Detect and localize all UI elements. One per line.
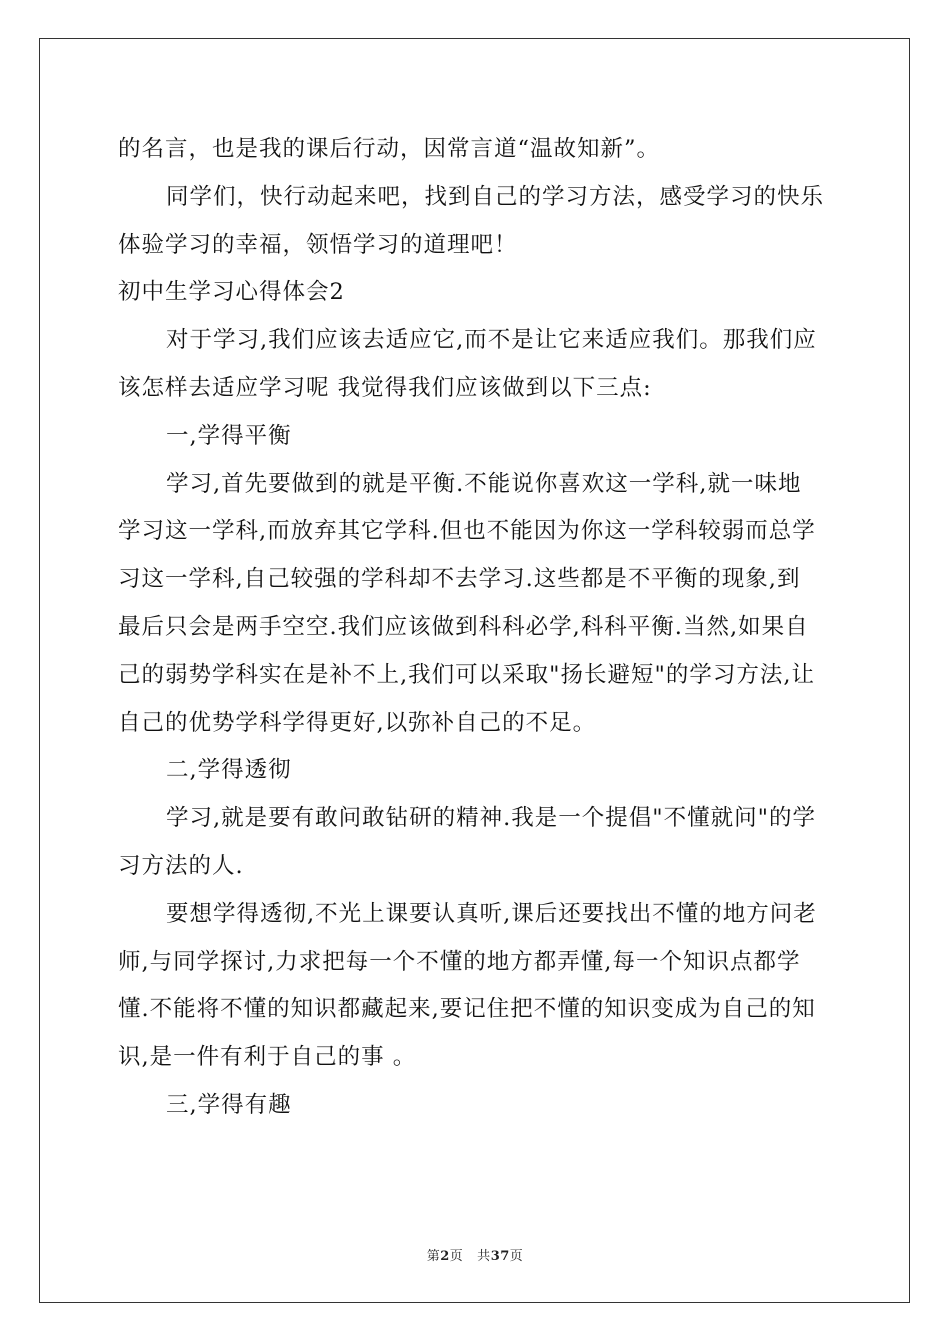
page-footer: [0, 1245, 950, 1264]
total-suffix: 页: [509, 1249, 524, 1264]
page-suffix: 页: [449, 1249, 464, 1264]
text-line-6: 该怎样去适应学习呢 我觉得我们应该做到以下三点:: [118, 374, 652, 401]
text-line-10: 习这一学科,自己较强的学科却不去学习.这些都是不平衡的现象,到: [118, 566, 801, 593]
text-line-3: 体验学习的幸福，领悟学习的道理吧！: [118, 231, 518, 258]
document-body: [118, 126, 834, 1130]
total-prefix: 共: [477, 1249, 491, 1264]
section-title: 初中生学习心得体会2: [118, 279, 345, 306]
total-pages: 37: [490, 1249, 510, 1264]
text-line-8: 学习,首先要做到的就是平衡.不能说你喜欢这一学科,就一味地: [166, 470, 802, 497]
text-line-5: 对于学习,我们应该去适应它,而不是让它来适应我们。那我们应: [166, 327, 817, 354]
text-line-11: 最后只会是两手空空.我们应该做到科科必学,科科平衡.当然,如果自: [118, 613, 809, 640]
text-line-19: 懂.不能将不懂的知识都藏起来,要记住把不懂的知识变成为自己的知: [118, 996, 816, 1023]
text-line-17: 要想学得透彻,不光上课要认真听,课后还要找出不懂的地方问老: [166, 900, 817, 927]
text-line-2: 同学们，快行动起来吧，找到自己的学习方法，感受学习的快乐: [166, 183, 825, 210]
text-line-9: 学习这一学科,而放弃其它学科.但也不能因为你这一学科较弱而总学: [118, 518, 816, 545]
text-line-20: 识,是一件有利于自己的事 。: [118, 1044, 417, 1071]
page-number: 2: [440, 1249, 450, 1264]
subheading-2: 二,学得透彻: [166, 757, 292, 784]
text-line-13: 自己的优势学科学得更好,以弥补自己的不足。: [118, 709, 597, 736]
text-line-12: 己的弱势学科实在是补不上,我们可以采取"扬长避短"的学习方法,让: [118, 661, 816, 688]
text-line-18: 师,与同学探讨,力求把每一个不懂的地方都弄懂,每一个知识点都学: [118, 948, 801, 975]
subheading-3: 三,学得有趣: [166, 1091, 292, 1118]
page-prefix: 第: [426, 1249, 441, 1264]
text-line-16: 习方法的人.: [118, 852, 244, 879]
text-line-1: 的名言，也是我的课后行动，因常言道“温故知新”。: [118, 136, 661, 162]
text-line-15: 学习,就是要有敢问敢钻研的精神.我是一个提倡"不懂就问"的学: [166, 805, 817, 832]
subheading-1: 一,学得平衡: [166, 422, 292, 449]
